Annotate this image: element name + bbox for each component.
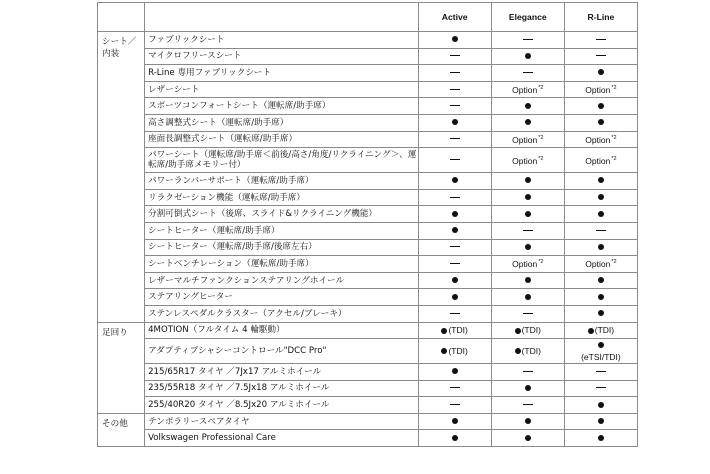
conditional-note: (TDI) xyxy=(448,324,468,335)
table-row xyxy=(98,65,638,82)
header-active: Active xyxy=(418,3,491,32)
conditional-note: (TDI) xyxy=(448,345,468,356)
value-active xyxy=(418,98,491,115)
section-category-line: 足回り xyxy=(102,327,128,338)
feature-label: 4MOTION（フルタイム 4 輪駆動） xyxy=(145,322,419,339)
value-elegance xyxy=(491,32,564,49)
section-category-line: シート／ xyxy=(102,37,137,47)
value-active xyxy=(418,32,491,49)
not-available-dash-icon xyxy=(450,313,460,314)
standard-dot-icon xyxy=(525,277,531,283)
value-r-line xyxy=(564,222,637,239)
standard-dot-icon xyxy=(525,294,531,300)
feature-label: ステンレスペダルクラスター（アクセル/ブレーキ） xyxy=(145,305,419,322)
header-blank-category xyxy=(98,3,145,32)
value-elegance xyxy=(491,380,564,397)
value-r-line xyxy=(564,430,637,447)
table-row xyxy=(98,32,638,49)
not-available-dash-icon xyxy=(450,246,460,247)
option-value xyxy=(585,156,616,166)
value-r-line xyxy=(564,380,637,397)
conditional-value xyxy=(515,346,541,356)
feature-label: 255/40R20 タイヤ ／8.5Jx20 アルミホイール xyxy=(145,397,419,414)
feature-label: シートベンチレーション（運転席/助手席） xyxy=(145,256,419,273)
value-r-line xyxy=(564,189,637,206)
value-r-line xyxy=(564,173,637,190)
option-text: Option xyxy=(512,259,538,270)
value-active xyxy=(418,189,491,206)
value-r-line xyxy=(564,48,637,65)
value-elegance xyxy=(491,98,564,115)
table-row xyxy=(98,339,638,364)
value-active xyxy=(418,206,491,223)
value-r-line xyxy=(564,65,637,82)
table-row xyxy=(98,256,638,273)
feature-label: リラクゼーション機能（運転席/助手席） xyxy=(145,189,419,206)
standard-dot-icon xyxy=(598,194,604,200)
value-active xyxy=(418,289,491,306)
feature-label: 235/55R18 タイヤ ／7.5Jx18 アルミホイール xyxy=(145,380,419,397)
not-available-dash-icon xyxy=(450,72,460,73)
standard-dot-icon xyxy=(525,119,531,125)
feature-label: シートヒーター（運転席/助手席/後席左右） xyxy=(145,239,419,256)
conditional-value xyxy=(515,325,541,335)
not-available-dash-icon xyxy=(450,404,460,405)
conditional-note: (TDI) xyxy=(521,345,541,356)
value-r-line xyxy=(564,289,637,306)
feature-label: R-Line 専用ファブリックシート xyxy=(145,65,419,82)
not-available-dash-icon xyxy=(450,387,460,388)
value-r-line xyxy=(564,413,637,430)
section-category-line: その他 xyxy=(102,418,128,429)
section-category-line: 内装 xyxy=(102,49,120,59)
value-active xyxy=(418,222,491,239)
conditional-value xyxy=(441,346,467,356)
value-r-line xyxy=(564,148,637,173)
value-r-line xyxy=(564,256,637,273)
value-elegance xyxy=(491,81,564,98)
value-elegance xyxy=(491,48,564,65)
feature-label: アダプティブシャシーコントロール"DCC Pro" xyxy=(145,339,419,364)
value-elegance xyxy=(491,289,564,306)
value-r-line xyxy=(564,339,637,364)
not-available-dash-icon xyxy=(523,72,533,73)
value-active xyxy=(418,305,491,322)
value-r-line xyxy=(564,131,637,148)
option-text: Option xyxy=(512,85,538,96)
table-row xyxy=(98,272,638,289)
not-available-dash-icon xyxy=(450,159,460,160)
option-text: Option xyxy=(585,134,611,145)
standard-dot-icon xyxy=(441,348,447,354)
section-category xyxy=(98,413,145,446)
value-elegance xyxy=(491,256,564,273)
table-row xyxy=(98,189,638,206)
value-elegance xyxy=(491,222,564,239)
table-row xyxy=(98,48,638,65)
option-footnote: *2 xyxy=(538,134,544,141)
value-r-line xyxy=(564,32,637,49)
not-available-dash-icon xyxy=(450,89,460,90)
not-available-dash-icon xyxy=(450,263,460,264)
table-row xyxy=(98,322,638,339)
value-r-line xyxy=(564,114,637,131)
value-r-line xyxy=(564,81,637,98)
option-value xyxy=(585,259,616,269)
value-active xyxy=(418,380,491,397)
stacked-dot xyxy=(565,339,637,351)
not-available-dash-icon xyxy=(450,55,460,56)
option-footnote: *2 xyxy=(611,155,617,162)
value-elegance xyxy=(491,272,564,289)
standard-dot-icon xyxy=(452,368,458,374)
option-text: Option xyxy=(585,259,611,270)
standard-dot-icon xyxy=(525,244,531,250)
table-row xyxy=(98,413,638,430)
not-available-dash-icon xyxy=(523,313,533,314)
value-active xyxy=(418,114,491,131)
value-elegance xyxy=(491,397,564,414)
option-value xyxy=(585,85,616,95)
feature-label: パワーシート（運転席/助手席＜前後/高さ/角度/リクライニング＞、運転席/助手席メモリー付） xyxy=(145,148,419,173)
option-text: Option xyxy=(585,155,611,166)
standard-dot-icon xyxy=(452,227,458,233)
value-elegance xyxy=(491,131,564,148)
table-row xyxy=(98,397,638,414)
value-r-line xyxy=(564,305,637,322)
option-footnote: *2 xyxy=(538,259,544,266)
option-text: Option xyxy=(585,85,611,96)
standard-dot-icon xyxy=(525,194,531,200)
value-active xyxy=(418,256,491,273)
value-elegance xyxy=(491,148,564,173)
standard-dot-icon xyxy=(525,103,531,109)
option-footnote: *2 xyxy=(538,155,544,162)
option-value xyxy=(585,135,616,145)
conditional-value xyxy=(441,325,467,335)
not-available-dash-icon xyxy=(450,197,460,198)
standard-dot-icon xyxy=(598,103,604,109)
value-active xyxy=(418,48,491,65)
value-elegance xyxy=(491,339,564,364)
value-elegance xyxy=(491,430,564,447)
standard-dot-icon xyxy=(441,328,447,334)
value-active xyxy=(418,131,491,148)
value-elegance xyxy=(491,206,564,223)
option-value xyxy=(512,156,543,166)
feature-label: 215/65R17 タイヤ ／7Jx17 アルミホイール xyxy=(145,364,419,381)
value-active xyxy=(418,322,491,339)
not-available-dash-icon xyxy=(523,371,533,372)
not-available-dash-icon xyxy=(596,55,606,56)
standard-dot-icon xyxy=(525,177,531,183)
not-available-dash-icon xyxy=(596,371,606,372)
standard-dot-icon xyxy=(525,385,531,391)
value-elegance xyxy=(491,322,564,339)
spec-table-body xyxy=(98,3,638,447)
value-active xyxy=(418,81,491,98)
value-active xyxy=(418,430,491,447)
standard-dot-icon xyxy=(525,53,531,59)
value-elegance xyxy=(491,65,564,82)
feature-label: パワーランバーサポート（運転席/助手席） xyxy=(145,173,419,190)
table-row xyxy=(98,239,638,256)
standard-dot-icon xyxy=(598,211,604,217)
standard-dot-icon xyxy=(452,418,458,424)
value-r-line xyxy=(564,322,637,339)
not-available-dash-icon xyxy=(523,404,533,405)
feature-label: テンポラリースペアタイヤ xyxy=(145,413,419,430)
value-elegance xyxy=(491,239,564,256)
option-value xyxy=(512,259,543,269)
standard-dot-icon xyxy=(598,342,604,348)
standard-dot-icon xyxy=(525,418,531,424)
table-row xyxy=(98,114,638,131)
standard-dot-icon xyxy=(598,69,604,75)
standard-dot-icon xyxy=(598,435,604,441)
standard-dot-icon xyxy=(515,328,521,334)
section-category xyxy=(98,322,145,413)
feature-label: 高さ調整式シート（運転席/助手席） xyxy=(145,114,419,131)
option-value xyxy=(512,135,543,145)
standard-dot-icon xyxy=(452,36,458,42)
value-elegance xyxy=(491,173,564,190)
table-row xyxy=(98,222,638,239)
feature-label: シートヒーター（運転席/助手席） xyxy=(145,222,419,239)
feature-label: 分割可倒式シート（後席、スライド&リクライニング機能） xyxy=(145,206,419,223)
value-active xyxy=(418,272,491,289)
standard-dot-icon xyxy=(598,244,604,250)
header-elegance: Elegance xyxy=(491,3,564,32)
value-r-line xyxy=(564,272,637,289)
spec-table xyxy=(97,2,638,447)
option-text: Option xyxy=(512,134,538,145)
standard-dot-icon xyxy=(452,177,458,183)
table-row xyxy=(98,206,638,223)
not-available-dash-icon xyxy=(450,138,460,139)
value-active xyxy=(418,413,491,430)
header-r-line: R-Line xyxy=(564,3,637,32)
table-row xyxy=(98,173,638,190)
standard-dot-icon xyxy=(598,402,604,408)
value-active xyxy=(418,173,491,190)
standard-dot-icon xyxy=(598,310,604,316)
feature-label: マイクロフリースシート xyxy=(145,48,419,65)
standard-dot-icon xyxy=(598,294,604,300)
table-row xyxy=(98,98,638,115)
table-row xyxy=(98,289,638,306)
conditional-value xyxy=(588,325,614,335)
standard-dot-icon xyxy=(452,277,458,283)
value-active xyxy=(418,148,491,173)
feature-label: レザーシート xyxy=(145,81,419,98)
header-row xyxy=(98,3,638,32)
conditional-note: (TDI) xyxy=(594,324,615,335)
option-footnote: *2 xyxy=(538,85,544,92)
value-elegance xyxy=(491,114,564,131)
value-elegance xyxy=(491,305,564,322)
table-row xyxy=(98,364,638,381)
value-r-line xyxy=(564,364,637,381)
feature-label: スポーツコンフォートシート（運転席/助手席） xyxy=(145,98,419,115)
feature-label: 座面長調整式シート（運転席/助手席） xyxy=(145,131,419,148)
feature-label: Volkswagen Professional Care xyxy=(145,430,419,447)
not-available-dash-icon xyxy=(523,39,533,40)
value-r-line xyxy=(564,98,637,115)
standard-dot-icon xyxy=(515,348,521,354)
standard-dot-icon xyxy=(588,328,594,334)
value-r-line xyxy=(564,397,637,414)
table-row xyxy=(98,380,638,397)
table-row xyxy=(98,305,638,322)
conditional-note: (eTSI/TDI) xyxy=(581,352,621,363)
standard-dot-icon xyxy=(452,119,458,125)
feature-label: ステアリングヒーター xyxy=(145,289,419,306)
section-category xyxy=(98,32,145,323)
option-value xyxy=(512,85,543,95)
option-text: Option xyxy=(512,155,538,166)
value-r-line xyxy=(564,239,637,256)
value-active xyxy=(418,339,491,364)
option-footnote: *2 xyxy=(611,259,617,266)
option-footnote: *2 xyxy=(611,85,617,92)
not-available-dash-icon xyxy=(596,230,606,231)
table-row xyxy=(98,131,638,148)
not-available-dash-icon xyxy=(450,105,460,106)
value-r-line xyxy=(564,206,637,223)
value-elegance xyxy=(491,364,564,381)
standard-dot-icon xyxy=(598,119,604,125)
value-active xyxy=(418,65,491,82)
value-active xyxy=(418,364,491,381)
standard-dot-icon xyxy=(525,211,531,217)
value-elegance xyxy=(491,189,564,206)
feature-label: ファブリックシート xyxy=(145,32,419,49)
value-active xyxy=(418,239,491,256)
standard-dot-icon xyxy=(452,211,458,217)
value-active xyxy=(418,397,491,414)
table-row xyxy=(98,81,638,98)
conditional-note: (TDI) xyxy=(521,324,541,335)
standard-dot-icon xyxy=(452,435,458,441)
standard-dot-icon xyxy=(452,294,458,300)
header-blank-item xyxy=(145,3,419,32)
value-elegance xyxy=(491,413,564,430)
option-footnote: *2 xyxy=(611,134,617,141)
table-row xyxy=(98,430,638,447)
not-available-dash-icon xyxy=(596,39,606,40)
feature-label: レザーマルチファンクションステアリングホイール xyxy=(145,272,419,289)
not-available-dash-icon xyxy=(596,387,606,388)
standard-dot-icon xyxy=(598,177,604,183)
table-row xyxy=(98,148,638,173)
standard-dot-icon xyxy=(598,418,604,424)
standard-dot-icon xyxy=(598,277,604,283)
not-available-dash-icon xyxy=(523,230,533,231)
standard-dot-icon xyxy=(525,435,531,441)
